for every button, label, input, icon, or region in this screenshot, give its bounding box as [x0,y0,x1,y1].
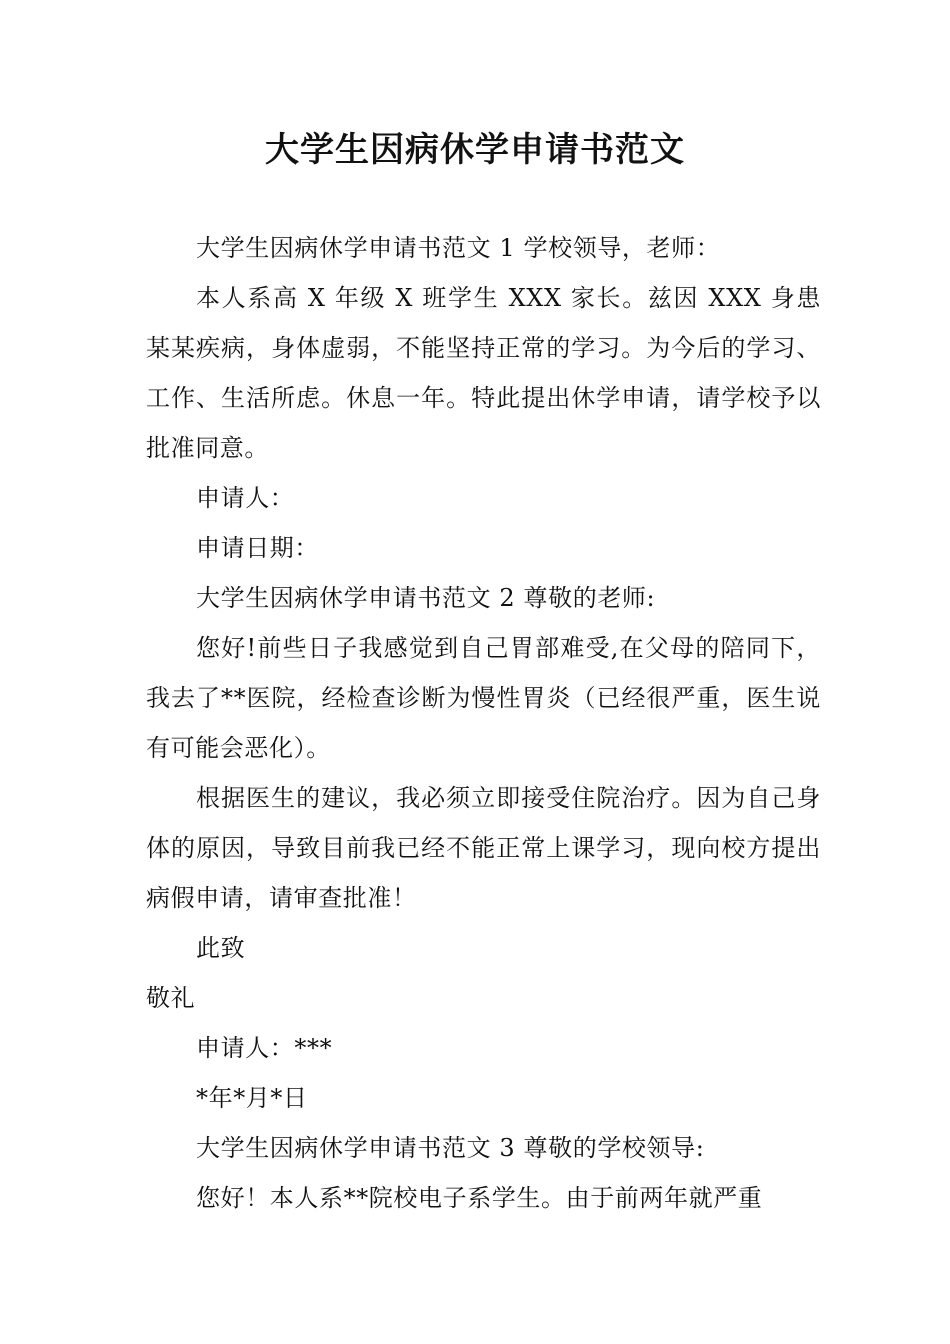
paragraph-closing-jingli: 敬礼 [146,984,196,1012]
paragraph-body-3: 您好！本人系**院校电子系学生。由于前两年就严重 [196,1184,763,1212]
paragraph-applicant-1: 申请人： [196,484,295,512]
paragraph-body-2b: 根据医生的建议，我必须立即接受住院治疗。因为自己身体的原因，导致目前我已经不能正常上课学习，现向校方提出病假申请，请审查批准！ [146,784,821,912]
paragraph-greeting-2: 大学生因病休学申请书范文 2 尊敬的老师: [196,584,656,612]
document-body [146,223,821,1223]
paragraph-closing-cizhi: 此致 [196,934,246,962]
paragraph-body-1: 本人系高 X 年级 X 班学生 XXX 家长。兹因 XXX 身患某某疾病，身体虚弱，不能坚持正常的学习。为今后的学习、工作、生活所虑。休息一年。特此提出休学申请，请学校予以批准同意。 [146,284,821,462]
paragraph-date-1: 申请日期： [196,534,319,562]
paragraph-date-2: *年*月*日 [196,1084,308,1112]
paragraph-applicant-2: 申请人：*** [196,1034,333,1062]
document-title: 大学生因病休学申请书范文 [265,130,685,170]
paragraph-body-2a: 您好!前些日子我感觉到自己胃部难受,在父母的陪同下，我去了**医院，经检查诊断为慢性胃炎（已经很严重，医生说有可能会恶化）。 [146,634,821,762]
paragraph-greeting-3: 大学生因病休学申请书范文 3 尊敬的学校领导: [196,1134,705,1162]
paragraph-greeting-1: 大学生因病休学申请书范文 1 学校领导，老师： [196,234,721,262]
